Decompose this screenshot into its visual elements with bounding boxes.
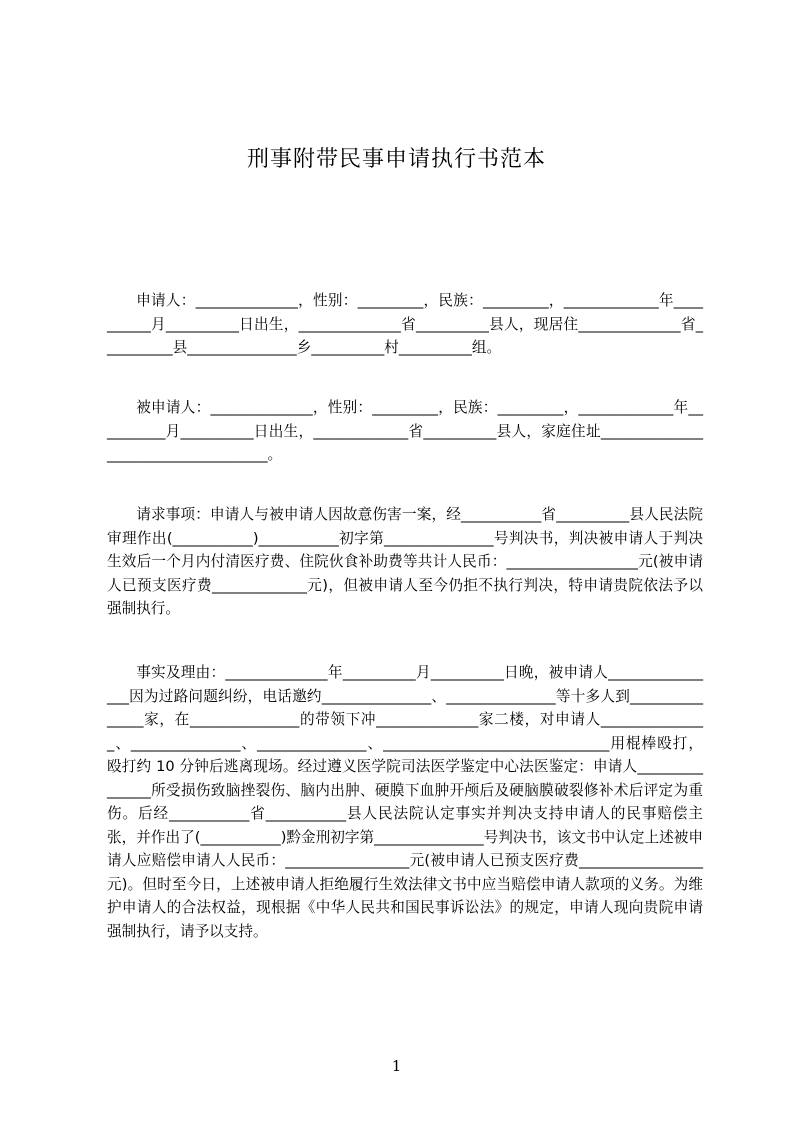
applicant-paragraph: 申请人：______________，性别：_________，民族：_________，_____________年__________月__________日出生，______________省__________县人，现居住______________省__________县_______________乡__________村__________组。 bbox=[107, 292, 703, 356]
respondent-paragraph: 被申请人：______________，性别：_________，民族：_________，_____________年__________月__________日出生，_____________省__________县人，家庭住址____________________________________。 bbox=[107, 399, 703, 463]
facts-paragraph: 事实及理由：______________年__________月__________日晚，被申请人________________因为过路问题纠纷，电话邀约_______________、_______________等十多人到_______________家，在_______________的带领下冲______________家二楼，对申请人_______________、_______________、_______________、_______________________________用棍棒殴打，殴打约 10 分钟后逃离现场。经过遵义医学院司法医学鉴定中心法医鉴定：申请人_______________所受损伤致脑挫裂伤、脑内出肿、硬膜下血肿开颅后及硬脑膜破裂修补术后评定为重伤。后经___________省___________县人民法院认定事实并判决支持申请人的民事赔偿主张，并作出了(___________)黔金刑初字第_______________号判决书，该文书中认定上述被申请人应赔偿申请人人民币：_________________元(被申请人已预支医疗费_________________元)。但时至今日，上述被申请人拒绝履行生效法律文书中应当赔偿申请人款项的义务。为维护申请人的合法权益，现根据《中华人民共和国民事诉讼法》的规定，申请人现向贵院申请强制执行，请予以支持。 bbox=[107, 664, 703, 940]
document-title: 刑事附带民事申请执行书范本 bbox=[246, 147, 546, 172]
request-paragraph: 请求事项：申请人与被申请人因故意伤害一案，经___________省__________县人民法院审理作出(___________)___________初字第_______________号判决书，判决被申请人于判决生效后一个月内付清医疗费、住院伙食补助费等共计人民币：__________________元(被申请人已预支医疗费_____________元)，但被申请人至今仍拒不执行判决，特申请贵院依法予以强制执行。 bbox=[107, 506, 703, 617]
page-number: 1 bbox=[391, 1057, 402, 1075]
